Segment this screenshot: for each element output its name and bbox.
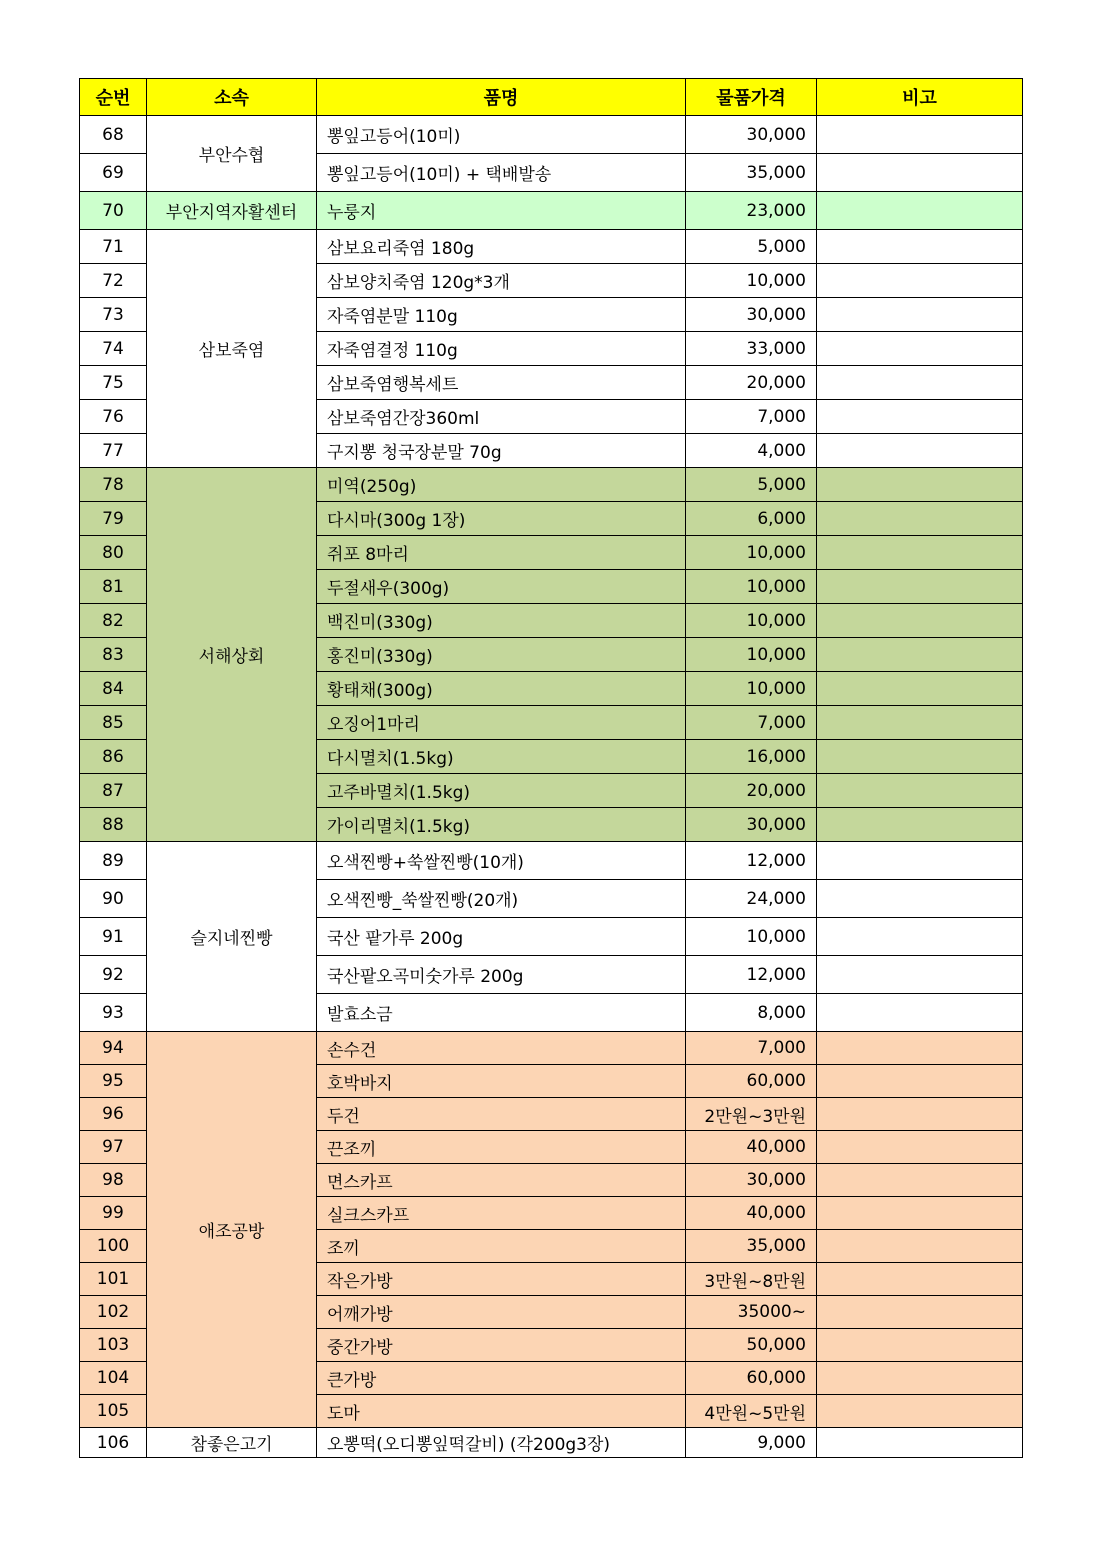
cell-price: 7,000 [686, 1032, 817, 1065]
cell-no: 95 [80, 1065, 147, 1098]
cell-item: 누룽지 [317, 192, 686, 230]
cell-note [817, 706, 1023, 740]
cell-note [817, 1395, 1023, 1428]
table-row [80, 468, 1023, 502]
cell-org: 삼보죽염 [147, 230, 317, 468]
cell-item: 홍진미(330g) [317, 638, 686, 672]
cell-price: 10,000 [686, 604, 817, 638]
cell-note [817, 1428, 1023, 1458]
cell-no: 68 [80, 116, 147, 154]
cell-no: 88 [80, 808, 147, 842]
cell-item: 쥐포 8마리 [317, 536, 686, 570]
cell-item: 백진미(330g) [317, 604, 686, 638]
cell-price: 10,000 [686, 672, 817, 706]
cell-price: 35000~ [686, 1296, 817, 1329]
cell-price: 6,000 [686, 502, 817, 536]
cell-price: 10,000 [686, 918, 817, 956]
cell-price: 10,000 [686, 264, 817, 298]
cell-no: 86 [80, 740, 147, 774]
cell-price: 30,000 [686, 808, 817, 842]
cell-price: 35,000 [686, 154, 817, 192]
cell-note [817, 400, 1023, 434]
cell-item: 삼보죽염간장360ml [317, 400, 686, 434]
cell-org: 참좋은고기 [147, 1428, 317, 1458]
cell-item: 황태채(300g) [317, 672, 686, 706]
cell-item: 발효소금 [317, 994, 686, 1032]
cell-no: 96 [80, 1098, 147, 1131]
cell-no: 74 [80, 332, 147, 366]
cell-no: 99 [80, 1197, 147, 1230]
cell-note [817, 774, 1023, 808]
cell-no: 77 [80, 434, 147, 468]
cell-price: 3만원~8만원 [686, 1263, 817, 1296]
cell-price: 30,000 [686, 116, 817, 154]
cell-no: 75 [80, 366, 147, 400]
cell-no: 90 [80, 880, 147, 918]
table-row [80, 1032, 1023, 1065]
cell-price: 9,000 [686, 1428, 817, 1458]
cell-no: 103 [80, 1329, 147, 1362]
cell-price: 60,000 [686, 1362, 817, 1395]
cell-no: 81 [80, 570, 147, 604]
cell-note [817, 332, 1023, 366]
cell-no: 73 [80, 298, 147, 332]
cell-item: 두건 [317, 1098, 686, 1131]
cell-item: 작은가방 [317, 1263, 686, 1296]
cell-price: 10,000 [686, 638, 817, 672]
cell-note [817, 1329, 1023, 1362]
cell-note [817, 672, 1023, 706]
cell-note [817, 604, 1023, 638]
cell-note [817, 570, 1023, 604]
cell-note [817, 154, 1023, 192]
cell-item: 국산 팥가루 200g [317, 918, 686, 956]
cell-price: 12,000 [686, 842, 817, 880]
cell-no: 104 [80, 1362, 147, 1395]
cell-item: 조끼 [317, 1230, 686, 1263]
cell-item: 가이리멸치(1.5kg) [317, 808, 686, 842]
cell-no: 84 [80, 672, 147, 706]
cell-item: 큰가방 [317, 1362, 686, 1395]
cell-note [817, 740, 1023, 774]
cell-note [817, 994, 1023, 1032]
cell-no: 70 [80, 192, 147, 230]
cell-note [817, 1197, 1023, 1230]
cell-price: 10,000 [686, 536, 817, 570]
cell-no: 105 [80, 1395, 147, 1428]
cell-note [817, 1296, 1023, 1329]
cell-no: 83 [80, 638, 147, 672]
cell-item: 자죽염결정 110g [317, 332, 686, 366]
cell-item: 두절새우(300g) [317, 570, 686, 604]
table-body [80, 116, 1023, 1458]
header-price: 물품가격 [686, 79, 817, 116]
cell-price: 35,000 [686, 1230, 817, 1263]
table-row [80, 230, 1023, 264]
cell-no: 101 [80, 1263, 147, 1296]
cell-price: 30,000 [686, 1164, 817, 1197]
cell-no: 85 [80, 706, 147, 740]
cell-no: 72 [80, 264, 147, 298]
cell-item: 고주바멸치(1.5kg) [317, 774, 686, 808]
cell-price: 2만원~3만원 [686, 1098, 817, 1131]
cell-note [817, 956, 1023, 994]
cell-price: 5,000 [686, 230, 817, 264]
cell-price: 30,000 [686, 298, 817, 332]
cell-note [817, 638, 1023, 672]
cell-price: 20,000 [686, 774, 817, 808]
cell-item: 삼보죽염행복세트 [317, 366, 686, 400]
cell-note [817, 502, 1023, 536]
cell-no: 69 [80, 154, 147, 192]
cell-no: 97 [80, 1131, 147, 1164]
cell-note [817, 434, 1023, 468]
cell-item: 오뽕떡(오디뽕잎떡갈비) (각200g3장) [317, 1428, 686, 1458]
cell-org: 서해상회 [147, 468, 317, 842]
cell-note [817, 1164, 1023, 1197]
cell-no: 82 [80, 604, 147, 638]
cell-price: 60,000 [686, 1065, 817, 1098]
cell-note [817, 192, 1023, 230]
cell-price: 16,000 [686, 740, 817, 774]
cell-price: 7,000 [686, 706, 817, 740]
cell-price: 24,000 [686, 880, 817, 918]
cell-item: 구지뽕 청국장분말 70g [317, 434, 686, 468]
cell-no: 94 [80, 1032, 147, 1065]
cell-price: 12,000 [686, 956, 817, 994]
cell-note [817, 468, 1023, 502]
table-row [80, 842, 1023, 880]
cell-note [817, 1263, 1023, 1296]
cell-item: 삼보요리죽염 180g [317, 230, 686, 264]
cell-item: 자죽염분말 110g [317, 298, 686, 332]
cell-price: 4,000 [686, 434, 817, 468]
header-note: 비고 [817, 79, 1023, 116]
cell-note [817, 1032, 1023, 1065]
table-row [80, 116, 1023, 154]
cell-no: 71 [80, 230, 147, 264]
cell-price: 10,000 [686, 570, 817, 604]
cell-no: 98 [80, 1164, 147, 1197]
cell-price: 4만원~5만원 [686, 1395, 817, 1428]
cell-note [817, 366, 1023, 400]
cell-price: 23,000 [686, 192, 817, 230]
cell-note [817, 880, 1023, 918]
cell-item: 면스카프 [317, 1164, 686, 1197]
header-item: 품명 [317, 79, 686, 116]
header-row [80, 79, 1023, 116]
price-table [79, 78, 1023, 1458]
cell-note [817, 298, 1023, 332]
cell-note [817, 842, 1023, 880]
cell-no: 76 [80, 400, 147, 434]
cell-note [817, 536, 1023, 570]
cell-no: 80 [80, 536, 147, 570]
cell-item: 중간가방 [317, 1329, 686, 1362]
cell-no: 89 [80, 842, 147, 880]
cell-item: 끈조끼 [317, 1131, 686, 1164]
cell-no: 92 [80, 956, 147, 994]
cell-no: 102 [80, 1296, 147, 1329]
cell-org: 슬지네찐빵 [147, 842, 317, 1032]
cell-note [817, 808, 1023, 842]
cell-note [817, 1098, 1023, 1131]
cell-no: 79 [80, 502, 147, 536]
cell-note [817, 264, 1023, 298]
cell-org: 부안수협 [147, 116, 317, 192]
cell-price: 20,000 [686, 366, 817, 400]
cell-no: 93 [80, 994, 147, 1032]
cell-note [817, 1362, 1023, 1395]
cell-item: 뽕잎고등어(10미) + 택배발송 [317, 154, 686, 192]
cell-note [817, 1131, 1023, 1164]
cell-item: 실크스카프 [317, 1197, 686, 1230]
cell-item: 국산팥오곡미숫가루 200g [317, 956, 686, 994]
cell-no: 106 [80, 1428, 147, 1458]
cell-item: 손수건 [317, 1032, 686, 1065]
cell-no: 100 [80, 1230, 147, 1263]
cell-price: 7,000 [686, 400, 817, 434]
cell-price: 8,000 [686, 994, 817, 1032]
cell-item: 다시멸치(1.5kg) [317, 740, 686, 774]
cell-item: 오색찐빵_쑥쌀찐빵(20개) [317, 880, 686, 918]
cell-note [817, 1230, 1023, 1263]
cell-item: 호박바지 [317, 1065, 686, 1098]
cell-note [817, 116, 1023, 154]
cell-note [817, 918, 1023, 956]
cell-no: 78 [80, 468, 147, 502]
cell-no: 91 [80, 918, 147, 956]
cell-item: 오색찐빵+쑥쌀찐빵(10개) [317, 842, 686, 880]
cell-no: 87 [80, 774, 147, 808]
cell-item: 뽕잎고등어(10미) [317, 116, 686, 154]
cell-item: 도마 [317, 1395, 686, 1428]
cell-price: 50,000 [686, 1329, 817, 1362]
cell-item: 다시마(300g 1장) [317, 502, 686, 536]
cell-price: 40,000 [686, 1197, 817, 1230]
cell-note [817, 1065, 1023, 1098]
cell-org: 부안지역자활센터 [147, 192, 317, 230]
table-header [80, 79, 1023, 116]
cell-price: 40,000 [686, 1131, 817, 1164]
cell-price: 33,000 [686, 332, 817, 366]
table-row [80, 1428, 1023, 1458]
cell-price: 5,000 [686, 468, 817, 502]
cell-note [817, 230, 1023, 264]
cell-org: 애조공방 [147, 1032, 317, 1428]
table-row [80, 192, 1023, 230]
header-org: 소속 [147, 79, 317, 116]
cell-item: 삼보양치죽염 120g*3개 [317, 264, 686, 298]
cell-item: 오징어1마리 [317, 706, 686, 740]
cell-item: 미역(250g) [317, 468, 686, 502]
header-no: 순번 [80, 79, 147, 116]
cell-item: 어깨가방 [317, 1296, 686, 1329]
